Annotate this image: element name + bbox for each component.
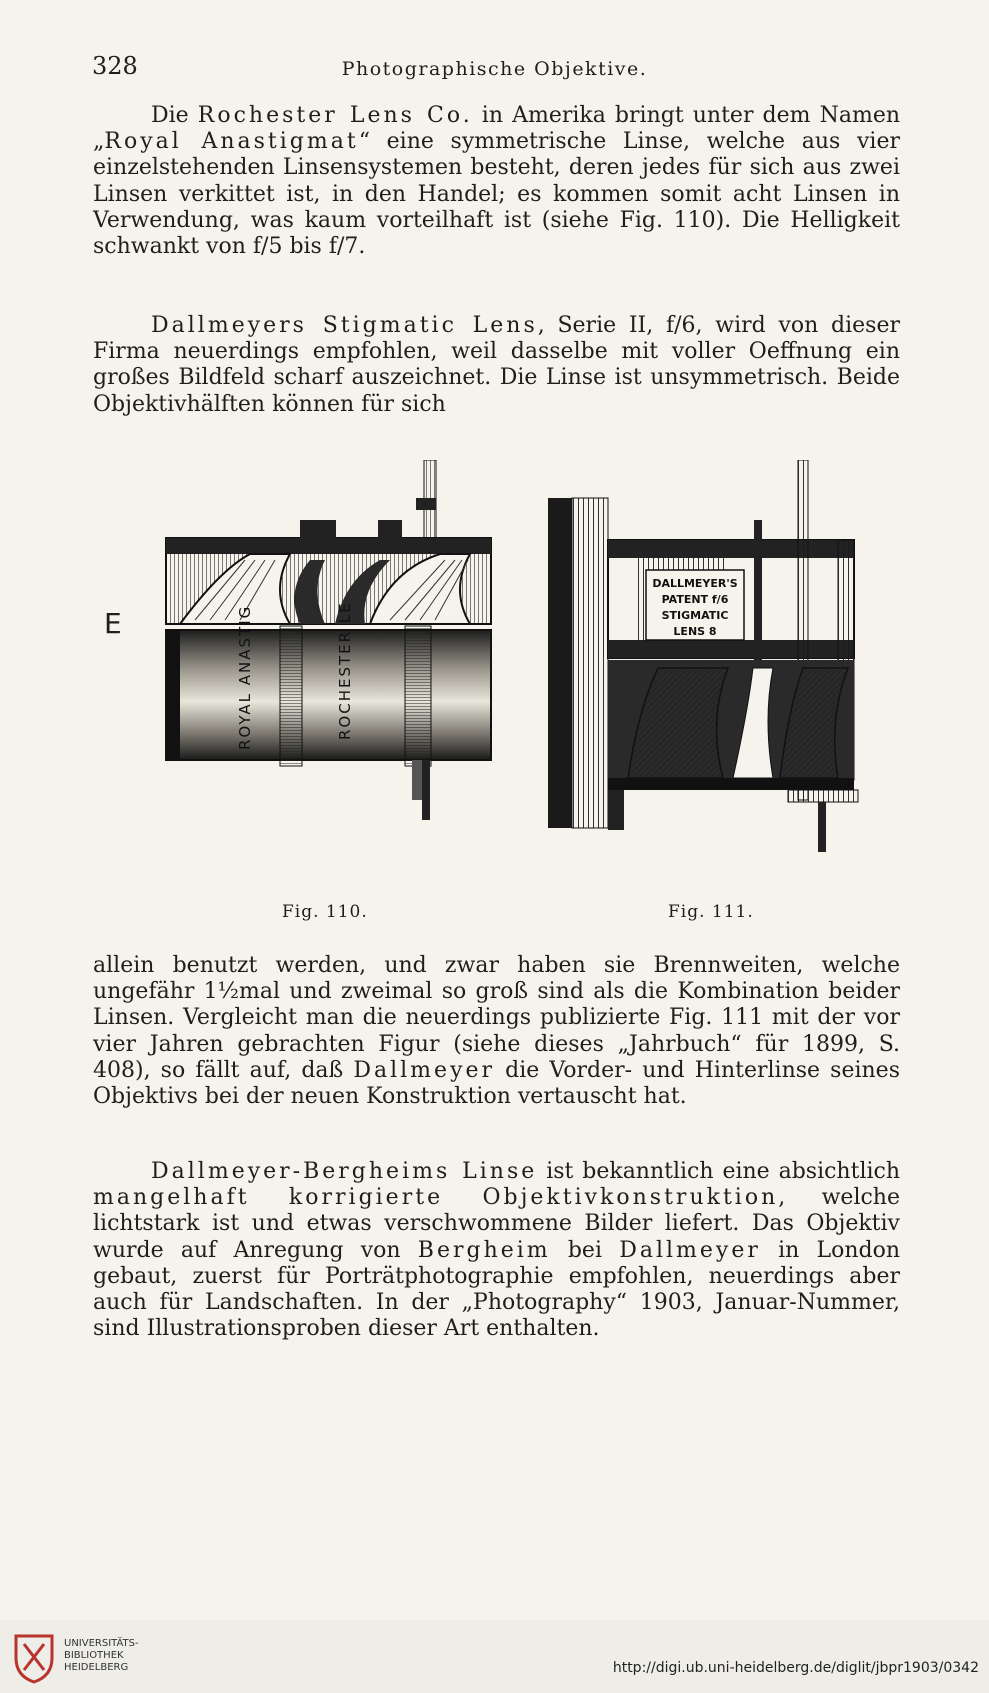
paragraph-3-segment: allein benutzt werden, und zwar haben sie Brennweiten, welche ungefähr 1½mal und zweimal so groß sind als die Kombination beider Linsen. Vergleicht man die neuerdings publizierte Fig. 111 mit der vor vier Jahren gebrachten Figur (siehe dieses „Jahrbuch“ für 1899, S. 408), so fällt auf, daß — [93, 953, 900, 1083]
paragraph-4-segment: Dallmeyer-Bergheims Linse — [151, 1159, 538, 1184]
fig111-plate-line-3: STIGMATIC — [661, 609, 729, 622]
page-number: 328 — [92, 52, 138, 80]
paragraph-1-segment: Rochester Lens Co. — [197, 103, 473, 128]
paragraph-4-segment: , welche lichtstark ist und etwas verschwommene Bilder liefert. Das Objektiv wurde auf Anregung von — [93, 1185, 900, 1263]
paragraph-3-segment: Dallmeyer — [353, 1057, 496, 1083]
library-logo-icon — [10, 1630, 58, 1684]
fig110-barrel-text-right: ROCHESTER LE — [336, 601, 354, 740]
fig110-barrel-text-left: ROYAL ANASTIG — [236, 604, 254, 750]
paragraph-1 — [93, 103, 900, 260]
figures-area — [110, 460, 890, 922]
paragraph-4-segment: ist bekanntlich eine absichtlich — [537, 1159, 901, 1184]
fig111-plate-line-4: LENS 8 — [673, 625, 717, 638]
footer — [0, 1620, 989, 1693]
paragraph-1-segment: Die — [151, 103, 198, 128]
fig110-caption: Fig. 110. — [282, 902, 368, 922]
paragraph-2-segment: , Serie II, f/6, wird von dieser Firma neuerdings empfohlen, weil dasselbe mit voller Oeffnung ein großes Bildfeld scharf auszeichnet. Die Linse ist unsymmetrisch. Beide Objektivhälften können für sich — [93, 313, 900, 417]
figure-marker: E — [104, 607, 122, 640]
paragraph-2 — [93, 313, 900, 418]
footer-institution — [64, 1638, 139, 1674]
paragraph-3-segment: die Vorder- und Hinterlinse seines Objektivs bei der neuen Konstruktion vertauscht hat. — [93, 1057, 900, 1110]
paragraph-4-segment: in London gebaut, zuerst für Porträtphotographie empfohlen, neuerdings aber auch für Landschaften. In der „Photography“ 1903, Januar-Nummer, sind Illustrationsproben dieser Art enthalten. — [93, 1237, 900, 1342]
paragraph-1-segment: “ eine symmetrische Linse, welche aus vier einzelstehenden Linsensystemen besteht, deren jedes für sich aus zwei Linsen verkittet ist, in den Handel; es kommen somit acht Linsen in Verwendung, was kaum vorteilhaft ist (siehe Fig. 110). Die Helligkeit schwankt von f/5 bis f/7. — [93, 129, 900, 260]
paragraph-4-segment: Bergheim — [417, 1237, 551, 1263]
footer-institution-line-2: BIBLIOTHEK — [64, 1650, 124, 1661]
fig111-lens-drawing — [548, 460, 888, 890]
paragraph-4-segment: bei — [550, 1237, 620, 1263]
fig110-lens-drawing — [150, 460, 510, 890]
paragraph-1-segment: in Amerika bringt unter dem Namen „ — [93, 103, 901, 155]
footer-url[interactable]: http://digi.ub.uni-heidelberg.de/diglit/jbpr1903/0342 — [612, 1660, 979, 1676]
fig111-plate-line-1: DALLMEYER'S — [652, 577, 738, 590]
running-head: Photographische Objektive. — [341, 58, 648, 80]
paragraph-2-segment: Dallmeyers Stigmatic Lens — [151, 313, 538, 338]
footer-institution-line-1: UNIVERSITÄTS- — [64, 1638, 139, 1649]
fig111-plate-line-2: PATENT f/6 — [661, 593, 729, 606]
paragraph-1-segment: Royal Anastigmat — [104, 129, 359, 155]
footer-institution-line-3: HEIDELBERG — [64, 1662, 129, 1673]
fig111-caption: Fig. 111. — [668, 902, 754, 922]
paragraph-4-segment: mangelhaft korrigierte Objektivkonstruktion — [93, 1185, 779, 1211]
paragraph-4-segment: Dallmeyer — [619, 1237, 761, 1263]
paragraph-3 — [93, 953, 900, 1110]
paragraph-4 — [93, 1159, 900, 1342]
